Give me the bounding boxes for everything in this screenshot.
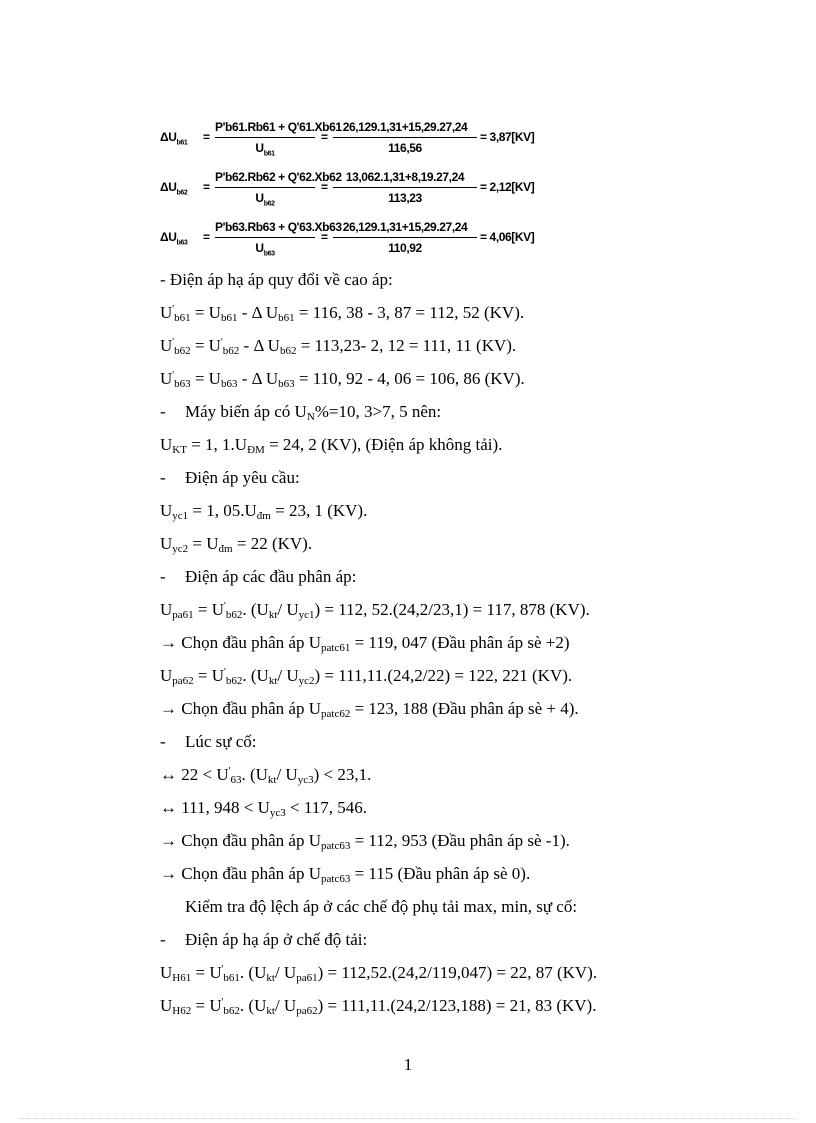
formula-lhs: ΔU bbox=[160, 180, 177, 194]
t: patc63 bbox=[321, 873, 351, 885]
t: yc1 bbox=[298, 609, 315, 621]
text-line-choose-patc63-b bbox=[160, 864, 530, 884]
text-line-tap-voltages bbox=[160, 567, 356, 587]
right-arrow-icon: → bbox=[160, 864, 177, 883]
formula-delta-u-b63 bbox=[160, 218, 580, 264]
t: = U bbox=[188, 534, 219, 553]
t: patc63 bbox=[321, 840, 351, 852]
fraction-denominator: U bbox=[255, 141, 264, 155]
t: Điện áp các đầu phân áp: bbox=[185, 567, 357, 586]
t: . (U bbox=[239, 963, 267, 982]
formula-result: = 2,12[KV] bbox=[480, 180, 535, 194]
formula-symbolic-fraction bbox=[215, 218, 342, 258]
t: Chọn đầu phân áp U bbox=[177, 831, 322, 850]
formula-lhs: ΔU bbox=[160, 130, 177, 144]
t: ' bbox=[221, 964, 224, 975]
t: kt bbox=[266, 972, 275, 984]
t: = 24, 2 (KV), (Điện áp không tải). bbox=[264, 435, 503, 454]
t: = U bbox=[191, 996, 222, 1015]
t: b62 bbox=[225, 675, 243, 687]
t: 111, 948 < U bbox=[177, 798, 270, 817]
t: ' bbox=[224, 667, 226, 678]
t: patc61 bbox=[321, 642, 351, 654]
t: U bbox=[160, 336, 173, 355]
t: ' bbox=[172, 304, 175, 315]
t: b62 bbox=[223, 1005, 240, 1017]
t: / U bbox=[274, 963, 297, 982]
formula-delta-u-b62 bbox=[160, 168, 580, 214]
text-line-u-b62 bbox=[160, 336, 516, 356]
t: H62 bbox=[172, 1005, 192, 1017]
t: b61 bbox=[278, 312, 295, 324]
text-line-heading-converted-voltage: - Điện áp hạ áp quy đổi về cao áp: bbox=[160, 270, 393, 289]
t: = 110, 92 - 4, 06 = 106, 86 (KV). bbox=[294, 369, 525, 388]
t: b62 bbox=[225, 609, 243, 621]
formula-lhs-sub: b61 bbox=[176, 139, 188, 147]
t: - Δ U bbox=[237, 303, 279, 322]
t: b62 bbox=[174, 345, 191, 357]
t: U bbox=[160, 501, 173, 520]
t: ' bbox=[224, 601, 226, 612]
fraction-denominator-sub: b62 bbox=[263, 200, 275, 208]
t: pa62 bbox=[172, 675, 194, 687]
t: yc2 bbox=[172, 543, 189, 555]
t: = U bbox=[190, 336, 221, 355]
text-line-u-h61 bbox=[160, 963, 597, 983]
t: ' bbox=[220, 337, 223, 348]
text-line-required-voltage bbox=[160, 468, 300, 488]
t: < 117, 546. bbox=[285, 798, 367, 817]
equals-sign: = bbox=[203, 230, 210, 244]
fraction-denominator-value: 116,56 bbox=[388, 141, 422, 155]
bullet-dash: - bbox=[160, 732, 166, 751]
formula-numeric-fraction bbox=[333, 118, 477, 157]
t: . (U bbox=[242, 600, 269, 619]
t: U bbox=[160, 666, 173, 685]
t: = U bbox=[193, 666, 225, 685]
t: = 23, 1 (KV). bbox=[270, 501, 368, 520]
t: = U bbox=[193, 600, 225, 619]
fraction-denominator-value: 110,92 bbox=[388, 241, 422, 255]
t: = 1, 1.U bbox=[186, 435, 248, 454]
text-line-u-kt bbox=[160, 435, 502, 455]
t: = U bbox=[191, 963, 222, 982]
fraction-numerator: P'b61.Rb61 + Q'61.Xb61 bbox=[215, 118, 315, 138]
t: b63 bbox=[278, 378, 295, 390]
formula-symbolic-fraction bbox=[215, 118, 342, 158]
t: b61 bbox=[174, 312, 191, 324]
t: U bbox=[160, 534, 173, 553]
t: b62 bbox=[279, 345, 297, 357]
t: b61 bbox=[220, 312, 238, 324]
t: yc1 bbox=[172, 510, 189, 522]
fraction-numerator-values: 13,062.1,31+8,19.27,24 bbox=[333, 168, 477, 188]
formula-symbolic-fraction bbox=[215, 168, 342, 208]
t: Kiểm tra độ lệch áp ở các chế độ phụ tải max, min, sự cố: bbox=[185, 897, 578, 916]
formula-delta-u-b61 bbox=[160, 118, 580, 164]
t: = 1, 05.U bbox=[188, 501, 257, 520]
bullet-dash: - bbox=[160, 402, 166, 421]
t: pa61 bbox=[172, 609, 194, 621]
t: U bbox=[160, 303, 173, 322]
right-arrow-icon: → bbox=[160, 633, 177, 652]
right-arrow-icon: → bbox=[160, 699, 177, 718]
bullet-dash: - bbox=[160, 930, 166, 949]
formula-numeric-fraction bbox=[333, 168, 477, 207]
t: = 22 (KV). bbox=[232, 534, 313, 553]
t: ' bbox=[228, 766, 231, 777]
text-line-u-yc1 bbox=[160, 501, 367, 521]
text-line-choose-patc63-a bbox=[160, 831, 570, 851]
t: b63 bbox=[174, 378, 191, 390]
t: KT bbox=[172, 444, 187, 456]
t: b62 bbox=[222, 345, 240, 357]
t: kt bbox=[268, 675, 278, 687]
fraction-denominator-sub: b61 bbox=[263, 150, 275, 158]
t: U bbox=[160, 600, 173, 619]
t: ĐM bbox=[247, 444, 265, 456]
t: pa61 bbox=[296, 972, 318, 984]
left-right-arrow-icon: ↔ bbox=[160, 765, 177, 784]
t: đm bbox=[256, 510, 271, 522]
t: yc3 bbox=[297, 774, 314, 786]
formula-lhs-sub: b62 bbox=[176, 189, 188, 197]
text-line-u-h62 bbox=[160, 996, 596, 1016]
formula-numeric-fraction bbox=[333, 218, 477, 257]
text-line-fault-case bbox=[160, 732, 257, 752]
fraction-numerator: P'b62.Rb62 + Q'62.Xb62 bbox=[215, 168, 315, 188]
text-line-u-pa62 bbox=[160, 666, 572, 686]
t: kt bbox=[267, 774, 277, 786]
fraction-denominator-value: 113,23 bbox=[388, 191, 422, 205]
page-bottom-divider bbox=[20, 1118, 796, 1119]
fraction-denominator: U bbox=[255, 191, 264, 205]
t: ) = 112, 52.(24,2/23,1) = 117, 878 (KV). bbox=[314, 600, 590, 619]
t: Máy biến áp có U bbox=[185, 402, 307, 421]
fraction-numerator: P'b63.Rb63 + Q'63.Xb63 bbox=[215, 218, 315, 238]
t: b61 bbox=[223, 972, 240, 984]
text-line-inequality-2 bbox=[160, 798, 367, 818]
right-arrow-icon: → bbox=[160, 831, 177, 850]
t: ' bbox=[172, 337, 175, 348]
text-line-u-b61 bbox=[160, 303, 524, 323]
t: 22 < U bbox=[177, 765, 229, 784]
t: U bbox=[160, 369, 173, 388]
t: = U bbox=[190, 303, 221, 322]
t: = 115 (Đầu phân áp sè 0). bbox=[350, 864, 531, 883]
t: patc62 bbox=[321, 708, 351, 720]
t: Điện áp yêu cầu: bbox=[185, 468, 300, 487]
left-right-arrow-icon: ↔ bbox=[160, 798, 177, 817]
t: 63 bbox=[230, 774, 242, 786]
equals-sign: = bbox=[321, 180, 328, 194]
equals-sign: = bbox=[203, 180, 210, 194]
fraction-denominator-sub: b63 bbox=[263, 250, 275, 258]
t: = U bbox=[190, 369, 221, 388]
t: kt bbox=[266, 1005, 275, 1017]
t: U bbox=[160, 996, 173, 1015]
bullet-dash: - bbox=[160, 468, 166, 487]
t: ) = 111,11.(24,2/123,188) = 21, 83 (KV). bbox=[317, 996, 597, 1015]
t: ' bbox=[221, 997, 224, 1008]
text-line-transformer-un bbox=[160, 402, 441, 422]
text-line-u-yc2 bbox=[160, 534, 312, 554]
t: pa62 bbox=[296, 1005, 318, 1017]
t: / U bbox=[277, 666, 299, 685]
text-line-u-pa61 bbox=[160, 600, 590, 620]
t: b63 bbox=[220, 378, 238, 390]
text-line-inequality-1 bbox=[160, 765, 371, 785]
page-number: 1 bbox=[403, 1055, 413, 1074]
formula-lhs: ΔU bbox=[160, 230, 177, 244]
text-line-choose-patc61 bbox=[160, 633, 570, 653]
t: ) < 23,1. bbox=[313, 765, 372, 784]
t: = 119, 047 (Đầu phân áp sè +2) bbox=[350, 633, 570, 652]
formula-lhs-sub: b63 bbox=[176, 239, 188, 247]
t: . (U bbox=[241, 765, 268, 784]
t: U bbox=[160, 963, 173, 982]
t: ' bbox=[172, 370, 175, 381]
t: N bbox=[306, 411, 315, 423]
t: / U bbox=[274, 996, 297, 1015]
t: = 123, 188 (Đầu phân áp sè + 4). bbox=[350, 699, 579, 718]
formula-result: = 3,87[KV] bbox=[480, 130, 535, 144]
fraction-denominator: U bbox=[255, 241, 264, 255]
t: %=10, 3>7, 5 nên: bbox=[314, 402, 442, 421]
t: - Δ U bbox=[237, 369, 279, 388]
t: ) = 111,11.(24,2/22) = 122, 221 (KV). bbox=[314, 666, 573, 685]
t: yc2 bbox=[298, 675, 315, 687]
t: U bbox=[160, 435, 173, 454]
t: = 112, 953 (Đầu phân áp sè -1). bbox=[350, 831, 570, 850]
t: Chọn đầu phân áp U bbox=[177, 633, 322, 652]
t: Điện áp hạ áp ở chế độ tải: bbox=[185, 930, 368, 949]
text-line-low-voltage-load bbox=[160, 930, 367, 950]
t: = 113,23- 2, 12 = 111, 11 (KV). bbox=[296, 336, 517, 355]
fraction-numerator-values: 26,129.1,31+15,29.27,24 bbox=[333, 218, 477, 238]
bullet-dash: - bbox=[160, 567, 166, 586]
t: Chọn đầu phân áp U bbox=[177, 699, 322, 718]
t: - Δ U bbox=[239, 336, 280, 355]
t: ) = 112,52.(24,2/119,047) = 22, 87 (KV). bbox=[317, 963, 598, 982]
t: . (U bbox=[239, 996, 267, 1015]
equals-sign: = bbox=[203, 130, 210, 144]
equals-sign: = bbox=[321, 130, 328, 144]
text-line-check-deviation bbox=[160, 897, 577, 917]
t: / U bbox=[276, 765, 298, 784]
text-line-choose-patc62 bbox=[160, 699, 579, 719]
t: = 116, 38 - 3, 87 = 112, 52 (KV). bbox=[294, 303, 525, 322]
t: / U bbox=[277, 600, 299, 619]
t: yc3 bbox=[269, 807, 286, 819]
t: . (U bbox=[242, 666, 269, 685]
equals-sign: = bbox=[321, 230, 328, 244]
t: kt bbox=[268, 609, 278, 621]
t: Lúc sự cố: bbox=[185, 732, 257, 751]
t: Chọn đầu phân áp U bbox=[177, 864, 322, 883]
formula-result: = 4,06[KV] bbox=[480, 230, 535, 244]
fraction-numerator-values: 26,129.1,31+15,29.27,24 bbox=[333, 118, 477, 138]
t: H61 bbox=[172, 972, 192, 984]
text-line-u-b63 bbox=[160, 369, 525, 389]
t: đm bbox=[218, 543, 233, 555]
